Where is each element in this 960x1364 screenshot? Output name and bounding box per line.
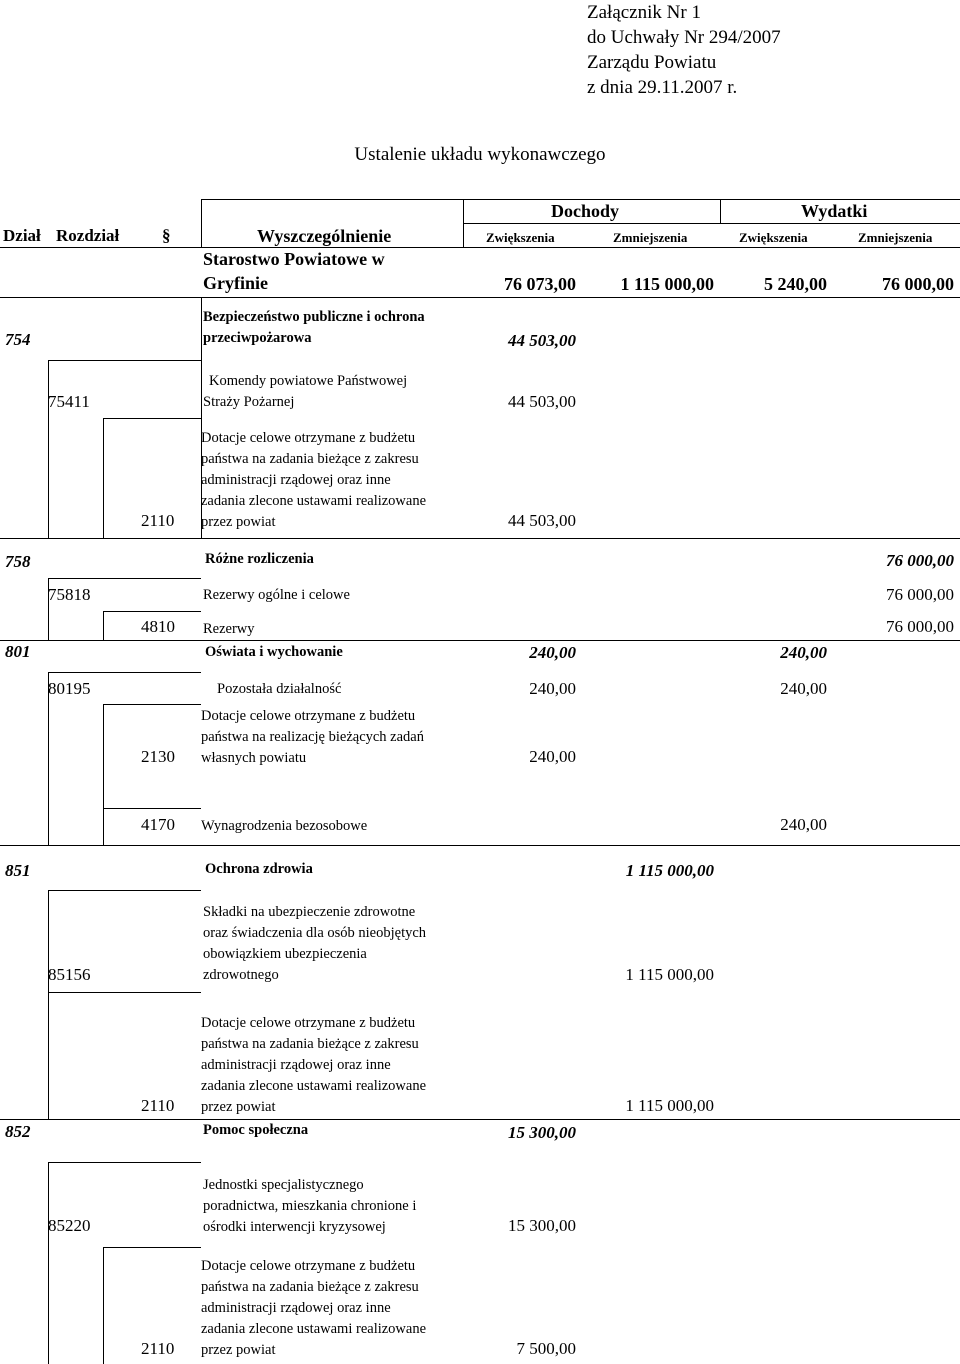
row-description: Jednostki specjalistycznego xyxy=(203,1177,364,1193)
row-description: Ochrona zdrowia xyxy=(205,861,313,877)
total-name-line2: Gryfinie xyxy=(203,273,268,293)
total-wydatki-zmniejszenia: 76 000,00 xyxy=(882,274,954,294)
dochody-zwiekszenia-value: 7 500,00 xyxy=(516,1339,576,1358)
header-line: z dnia 29.11.2007 r. xyxy=(587,77,738,98)
dochody-zmniejszenia-value: 1 115 000,00 xyxy=(625,861,714,880)
dochody-zwiekszenia-value: 15 300,00 xyxy=(508,1216,576,1235)
row-description: oraz świadczenia dla osób nieobjętych xyxy=(203,925,427,941)
row-description: państwa na zadania bieżące z zakresu xyxy=(201,1036,419,1052)
row-description: przez powiat xyxy=(201,1342,276,1358)
rozdzial-code: 85220 xyxy=(48,1216,91,1235)
paragraf-code: 2110 xyxy=(141,1339,175,1358)
row-description: administracji rządowej oraz inne xyxy=(201,1300,391,1316)
dzial-code: 801 xyxy=(5,642,31,661)
row-description: Różne rozliczenia xyxy=(205,551,314,567)
paragraf-code: 2130 xyxy=(141,747,175,766)
dochody-zmniejszenia-value: 1 115 000,00 xyxy=(625,1096,714,1115)
row-description: Dotacje celowe otrzymane z budżetu xyxy=(201,1015,416,1031)
header-rozdzial: Rozdział xyxy=(56,226,120,245)
wydatki-zwiekszenia-value: 240,00 xyxy=(780,815,827,834)
wydatki-zwiekszenia-value: 240,00 xyxy=(780,643,827,662)
dochody-zwiekszenia-value: 15 300,00 xyxy=(508,1123,576,1142)
row-description: Dotacje celowe otrzymane z budżetu xyxy=(201,708,416,724)
header-paragraf: § xyxy=(162,226,171,245)
row-description: Oświata i wychowanie xyxy=(205,644,343,660)
dochody-zwiekszenia-value: 44 503,00 xyxy=(508,331,576,350)
header-line: Załącznik Nr 1 xyxy=(587,2,701,23)
row-description: państwa na zadania bieżące z zakresu xyxy=(201,1279,419,1295)
dochody-zwiekszenia-value: 240,00 xyxy=(529,747,576,766)
row-description: poradnictwa, mieszkania chronione i xyxy=(203,1198,417,1214)
row-description: zadania zlecone ustawami realizowane xyxy=(201,1078,427,1094)
row-description: Pomoc społeczna xyxy=(203,1122,309,1138)
total-dochody-zwiekszenia: 76 073,00 xyxy=(504,274,576,294)
row-description: Straży Pożarnej xyxy=(203,394,295,410)
dochody-zmniejszenia-value: 1 115 000,00 xyxy=(625,965,714,984)
dzial-code: 754 xyxy=(5,330,31,349)
header-dzial: Dział xyxy=(3,226,41,245)
header-zmniejszenia-dochody: Zmniejszenia xyxy=(613,230,688,245)
row-description: administracji rządowej oraz inne xyxy=(201,1057,391,1073)
dzial-code: 851 xyxy=(5,861,31,880)
header-line: Zarządu Powiatu xyxy=(587,52,717,73)
row-description: Rezerwy xyxy=(203,621,255,637)
paragraf-code: 2110 xyxy=(141,511,175,530)
dzial-code: 758 xyxy=(5,552,31,571)
row-description: własnych powiatu xyxy=(201,750,307,766)
row-description: obowiązkiem ubezpieczenia xyxy=(203,946,367,962)
paragraf-code: 2110 xyxy=(141,1096,175,1115)
rozdzial-code: 75411 xyxy=(48,392,90,411)
row-description: przez powiat xyxy=(201,514,276,530)
row-description: Wynagrodzenia bezosobowe xyxy=(201,818,368,834)
dochody-zwiekszenia-value: 240,00 xyxy=(529,643,576,662)
total-dochody-zmniejszenia: 1 115 000,00 xyxy=(620,274,714,294)
header-zwiekszenia-wydatki: Zwiększenia xyxy=(739,230,808,245)
dochody-zwiekszenia-value: 44 503,00 xyxy=(508,392,576,411)
wydatki-zwiekszenia-value: 240,00 xyxy=(780,679,827,698)
page-title: Ustalenie układu wykonawczego xyxy=(354,144,606,165)
rozdzial-code: 80195 xyxy=(48,679,91,698)
row-description: zadania zlecone ustawami realizowane xyxy=(201,493,427,509)
total-wydatki-zwiekszenia: 5 240,00 xyxy=(764,274,827,294)
row-description: Składki na ubezpieczenie zdrowotne xyxy=(203,904,416,920)
row-description: Pozostała działalność xyxy=(217,681,342,697)
row-description: zdrowotnego xyxy=(203,967,279,983)
rozdzial-code: 75818 xyxy=(48,585,91,604)
row-description: Dotacje celowe otrzymane z budżetu xyxy=(201,430,416,446)
paragraf-code: 4170 xyxy=(141,815,175,834)
header-zwiekszenia-dochody: Zwiększenia xyxy=(486,230,555,245)
row-description: przez powiat xyxy=(201,1099,276,1115)
header-wydatki: Wydatki xyxy=(801,201,868,221)
row-description: ośrodki interwencji kryzysowej xyxy=(203,1219,386,1235)
row-description: państwa na zadania bieżące z zakresu xyxy=(201,451,419,467)
row-description: Dotacje celowe otrzymane z budżetu xyxy=(201,1258,416,1274)
rozdzial-code: 85156 xyxy=(48,965,91,984)
header-wyszczegolnienie: Wyszczególnienie xyxy=(257,226,392,246)
dochody-zwiekszenia-value: 240,00 xyxy=(529,679,576,698)
wydatki-zmniejszenia-value: 76 000,00 xyxy=(886,551,954,570)
header-zmniejszenia-wydatki: Zmniejszenia xyxy=(858,230,933,245)
row-description: zadania zlecone ustawami realizowane xyxy=(201,1321,427,1337)
row-description: administracji rządowej oraz inne xyxy=(201,472,391,488)
dochody-zwiekszenia-value: 44 503,00 xyxy=(508,511,576,530)
header-dochody: Dochody xyxy=(551,201,620,221)
row-description: Rezerwy ogólne i celowe xyxy=(203,587,350,603)
wydatki-zmniejszenia-value: 76 000,00 xyxy=(886,617,954,636)
dzial-code: 852 xyxy=(5,1122,31,1141)
row-description: państwa na realizację bieżących zadań xyxy=(201,729,424,745)
header-line: do Uchwały Nr 294/2007 xyxy=(587,27,781,48)
row-description: Komendy powiatowe Państwowej xyxy=(209,373,408,389)
total-name-line1: Starostwo Powiatowe w xyxy=(203,249,385,269)
row-description: przeciwpożarowa xyxy=(203,330,312,346)
row-description: Bezpieczeństwo publiczne i ochrona xyxy=(203,309,425,325)
paragraf-code: 4810 xyxy=(141,617,175,636)
wydatki-zmniejszenia-value: 76 000,00 xyxy=(886,585,954,604)
document-header xyxy=(587,0,781,100)
